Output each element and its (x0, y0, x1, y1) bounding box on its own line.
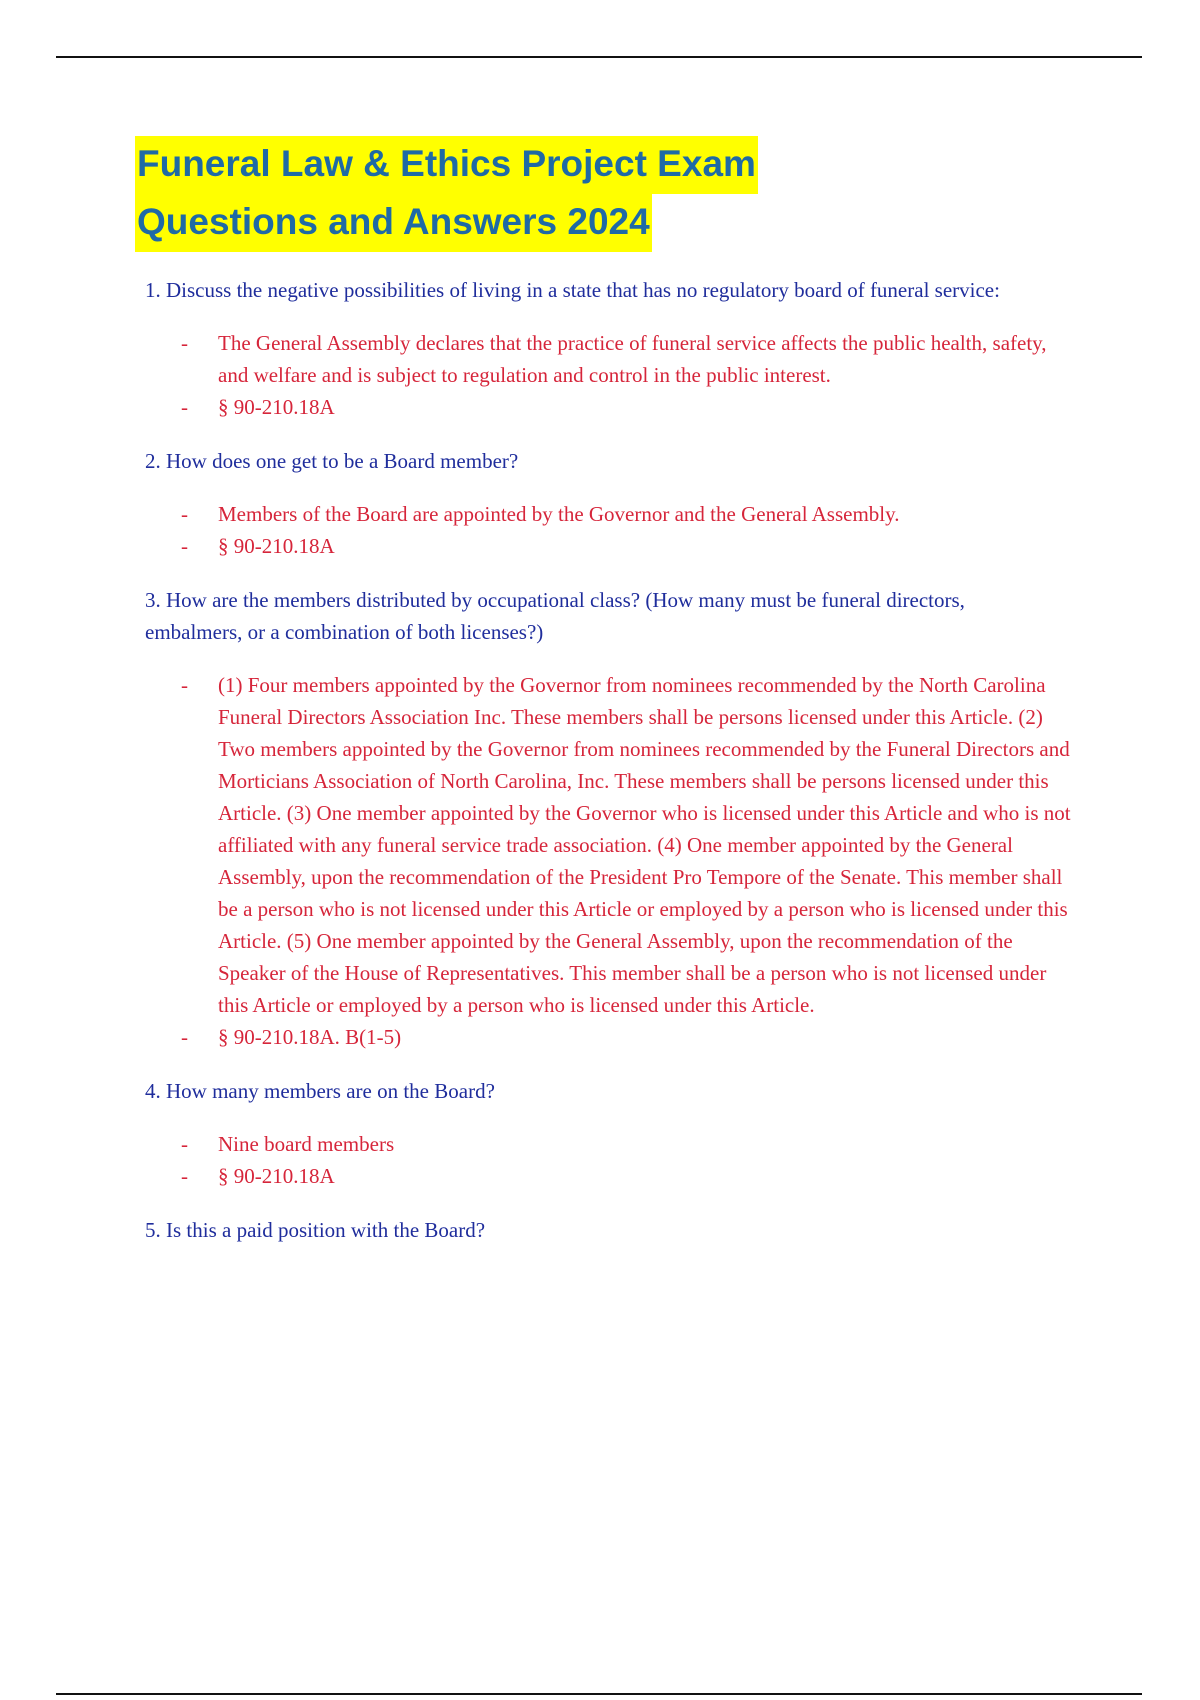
question-block-3 (135, 584, 1085, 1053)
bullet-dash: - (181, 673, 188, 697)
answer-item (135, 327, 1085, 391)
bullet-dash: - (181, 1132, 188, 1156)
question-text: 3. How are the members distributed by occupational class? (How many must be funeral directors, embalmers, or a combination of both licenses?) (145, 588, 965, 644)
question-text: 4. How many members are on the Board? (145, 1079, 495, 1103)
question-block-2 (135, 445, 1085, 562)
question-block-4 (135, 1075, 1085, 1192)
bullet-dash: - (181, 331, 188, 355)
question-block-5 (135, 1214, 1085, 1246)
answer-text: Members of the Board are appointed by the Governor and the General Assembly. (218, 502, 900, 526)
bullet-dash: - (181, 502, 188, 526)
answer-text: (1) Four members appointed by the Governor from nominees recommended by the North Carolina Funeral Directors Association Inc. These members shall be persons licensed under this Article. (2) Two members appointed by the Governor from nominees recommended by the Funeral Directors and Morticians Association of North Carolina, Inc. These members shall be persons licensed under this Article. (3) One member appointed by the Governor who is licensed under this Article and who is not affiliated with any funeral service trade association. (4) One member appointed by the General Assembly, upon the recommendation of the President Pro Tempore of the Senate. This member shall be a person who is not licensed under this Article or employed by a person who is licensed under this Article. (5) One member appointed by the General Assembly, upon the recommendation of the Speaker of the House of Representatives. This member shall be a person who is not licensed under this Article or employed by a person who is licensed under this Article. (218, 673, 1071, 1017)
answer-item (135, 669, 1085, 1021)
document-title (135, 136, 1085, 252)
question-block-1 (135, 274, 1085, 423)
answer-list (135, 669, 1085, 1053)
question-text: 5. Is this a paid position with the Board? (145, 1218, 486, 1242)
question-text: 2. How does one get to be a Board member? (145, 449, 519, 473)
title-line-1: Funeral Law & Ethics Project Exam (135, 136, 758, 194)
bullet-dash: - (181, 395, 188, 419)
answer-text: The General Assembly declares that the practice of funeral service affects the public health, safety, and welfare and is subject to regulation and control in the public interest. (218, 331, 1047, 387)
answer-citation: § 90-210.18A. B(1-5) (218, 1025, 402, 1049)
answer-list (135, 327, 1085, 423)
answer-list (135, 498, 1085, 562)
bullet-dash: - (181, 1025, 188, 1049)
answer-citation: § 90-210.18A (218, 395, 335, 419)
bullet-dash: - (181, 1164, 188, 1188)
answer-item (135, 530, 1085, 562)
answer-citation: § 90-210.18A (218, 534, 335, 558)
bottom-rule (56, 1693, 1142, 1695)
answer-list (135, 1128, 1085, 1192)
question-text: 1. Discuss the negative possibilities of living in a state that has no regulatory board of funeral service: (145, 278, 1000, 302)
answer-citation: § 90-210.18A (218, 1164, 335, 1188)
answer-item (135, 1128, 1085, 1160)
bullet-dash: - (181, 534, 188, 558)
answer-item (135, 1160, 1085, 1192)
answer-item (135, 391, 1085, 423)
top-rule (56, 56, 1142, 58)
answer-item (135, 498, 1085, 530)
document-body (135, 136, 1085, 1267)
answer-item (135, 1021, 1085, 1053)
answer-text: Nine board members (218, 1132, 395, 1156)
title-line-2: Questions and Answers 2024 (135, 194, 652, 252)
